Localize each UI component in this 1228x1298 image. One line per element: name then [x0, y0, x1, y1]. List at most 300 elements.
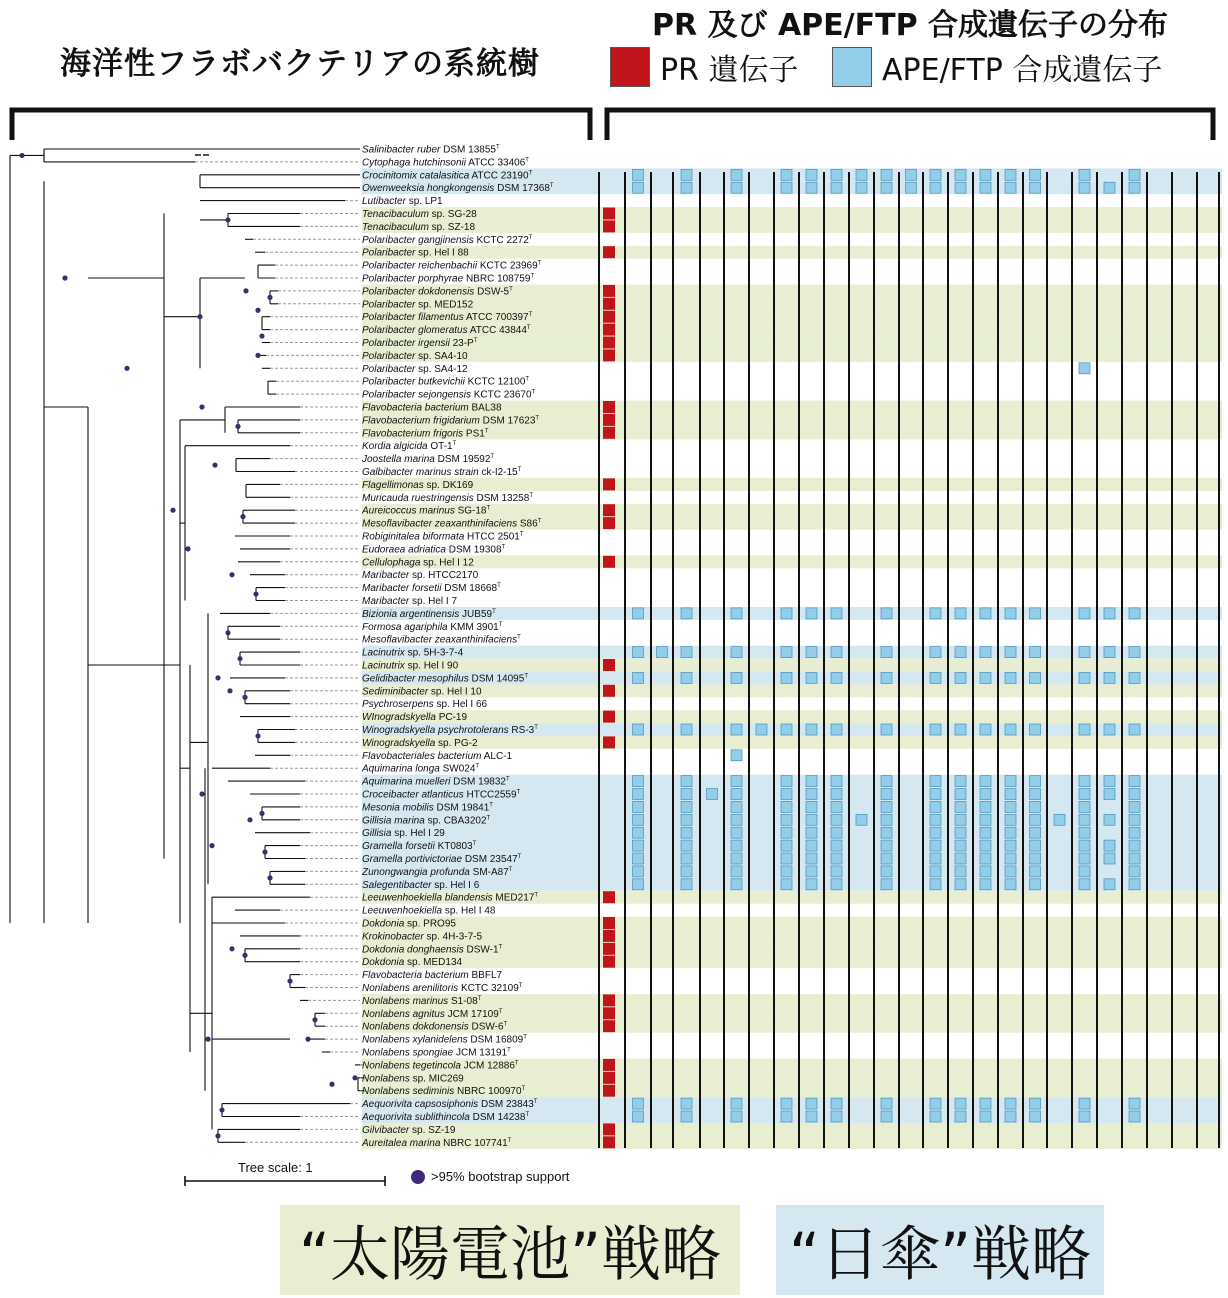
ape-cell — [806, 1111, 817, 1122]
ape-cell — [1030, 672, 1041, 683]
ape-cell — [1054, 814, 1065, 825]
ape-cell — [980, 608, 991, 619]
ape-cell — [1030, 724, 1041, 735]
row-band — [362, 994, 1222, 1007]
bootstrap-node — [352, 1075, 357, 1080]
ape-cell — [731, 724, 742, 735]
ape-cell — [633, 853, 644, 864]
bootstrap-node — [225, 630, 230, 635]
taxon-label: Polaribacter glomeratus ATCC $43844^T$ — [362, 325, 531, 337]
ape-cell — [1129, 789, 1140, 800]
ape-cell — [633, 840, 644, 851]
bootstrap-node — [19, 153, 24, 158]
ape-cell — [1104, 182, 1115, 193]
ape-cell — [633, 182, 644, 193]
ape-cell — [781, 169, 792, 180]
bootstrap-node — [225, 217, 230, 222]
tree-bracket — [12, 110, 590, 140]
ape-cell — [831, 840, 842, 851]
ape-cell — [955, 1111, 966, 1122]
ape-cell — [1129, 879, 1140, 890]
ape-cell — [1129, 866, 1140, 877]
taxon-label: Nonlabens marinus $S1-08^T$ — [362, 995, 482, 1007]
ape-cell — [707, 789, 718, 800]
bootstrap-node — [229, 572, 234, 577]
bootstrap-node — [262, 849, 267, 854]
taxon-label: Nonlabens arenilitoris KCTC $32109^T$ — [362, 983, 523, 994]
ape-cell — [1079, 789, 1090, 800]
pr-cell — [603, 659, 615, 671]
ape-cell — [806, 647, 817, 658]
taxon-label: Aureicoccus marinus $SG-18^T$ — [362, 505, 491, 517]
taxon-label: Lutibacter sp. LP1 — [362, 196, 443, 208]
ape-cell — [1104, 814, 1115, 825]
taxon-label: Salinibacter ruber DSM $13855^T$ — [362, 144, 500, 156]
ape-cell — [731, 866, 742, 877]
ape-cell — [681, 776, 692, 787]
ape-cell — [831, 814, 842, 825]
ape-cell — [781, 840, 792, 851]
ape-cell — [955, 840, 966, 851]
ape-cell — [1104, 879, 1115, 890]
ape-cell — [831, 776, 842, 787]
ape-cell — [955, 814, 966, 825]
pr-cell — [603, 246, 615, 258]
row-band — [362, 336, 1222, 349]
pr-cell — [603, 285, 615, 297]
ape-cell — [881, 827, 892, 838]
ape-cell — [881, 724, 892, 735]
ape-cell — [781, 879, 792, 890]
taxon-label: Bizionia argentinensis $JUB59^T$ — [362, 608, 496, 620]
ape-cell — [955, 169, 966, 180]
ape-cell — [781, 672, 792, 683]
taxon-label: Nonlabens spongiae JCM $13191^T$ — [362, 1047, 511, 1059]
ape-cell — [781, 647, 792, 658]
row-band — [362, 930, 1222, 943]
ape-cell — [781, 608, 792, 619]
ape-cell — [657, 647, 668, 658]
ape-cell — [1030, 814, 1041, 825]
ape-cell — [681, 182, 692, 193]
pr-cell — [603, 324, 615, 336]
pr-cell — [603, 1020, 615, 1032]
ape-cell — [1005, 776, 1016, 787]
ape-cell — [806, 853, 817, 864]
pr-cell — [603, 994, 615, 1006]
pr-cell — [603, 1123, 615, 1135]
ape-cell — [806, 789, 817, 800]
ape-cell — [1030, 801, 1041, 812]
ape-cell — [906, 182, 917, 193]
pr-cell — [603, 1136, 615, 1148]
ape-cell — [1005, 1111, 1016, 1122]
taxon-label: Gramella portivictoriae DSM $23547^T$ — [362, 854, 522, 865]
taxon-label: Nonlabens sediminis NBRC $100970^T$ — [362, 1086, 526, 1098]
taxon-label: Gramella forsetii $KT0803^T$ — [362, 841, 477, 853]
taxon-label: Crocinitomix catalasitica ATCC $23190^T$ — [362, 170, 533, 182]
pr-cell — [603, 943, 615, 955]
ape-cell — [930, 647, 941, 658]
ape-cell — [980, 827, 991, 838]
taxon-label: Lacinutrix sp. Hel I 90 — [362, 660, 459, 672]
ape-cell — [980, 169, 991, 180]
ape-cell — [681, 789, 692, 800]
ape-cell — [955, 647, 966, 658]
ape-cell — [980, 801, 991, 812]
ape-cell — [881, 879, 892, 890]
bootstrap-node — [237, 656, 242, 661]
bootstrap-node — [229, 946, 234, 951]
taxon-label: Kordia algicida $OT-1^T$ — [362, 441, 457, 453]
ape-cell — [1079, 363, 1090, 374]
taxon-label: Winogradskyella sp. PG-2 — [362, 737, 478, 749]
bootstrap-node — [227, 688, 232, 693]
bootstrap-node — [215, 675, 220, 680]
ape-cell — [881, 789, 892, 800]
tree-title: 海洋性フラボバクテリアの系統樹 — [60, 46, 540, 82]
ape-cell — [930, 776, 941, 787]
taxon-label: Robiginitalea biformata HTCC $2501^T$ — [362, 531, 524, 543]
taxon-label: Polaribacter butkevichii KCTC $12100^T$ — [362, 376, 530, 388]
taxon-label: Flagellimonas sp. DK169 — [362, 479, 474, 491]
ape-cell — [681, 672, 692, 683]
ape-cell — [681, 814, 692, 825]
ape-cell — [806, 814, 817, 825]
ape-cell — [1079, 608, 1090, 619]
ape-cell — [831, 1111, 842, 1122]
ape-cell — [1129, 1111, 1140, 1122]
ape-cell — [1129, 814, 1140, 825]
taxon-label: Gillisia sp. Hel I 29 — [362, 828, 445, 840]
ape-cell — [1079, 827, 1090, 838]
ape-cell — [930, 827, 941, 838]
bootstrap-node — [267, 875, 272, 880]
ape-cell — [930, 866, 941, 877]
ape-cell — [806, 672, 817, 683]
bootstrap-node — [247, 817, 252, 822]
taxon-label: Polaribacter sp. SA4-10 — [362, 350, 468, 362]
pr-cell — [603, 1085, 615, 1097]
ape-cell — [781, 827, 792, 838]
ape-cell — [1079, 801, 1090, 812]
bootstrap-node — [312, 1017, 317, 1022]
ape-cell — [1104, 724, 1115, 735]
ape-cell — [1030, 1098, 1041, 1109]
ape-cell — [731, 1111, 742, 1122]
bootstrap-node — [242, 695, 247, 700]
ape-cell — [781, 853, 792, 864]
ape-cell — [930, 1098, 941, 1109]
ape-cell — [930, 840, 941, 851]
bootstrap-node — [259, 333, 264, 338]
ape-cell — [955, 789, 966, 800]
bootstrap-node — [219, 1107, 224, 1112]
taxon-label: Polaribacter porphyrae NBRC $108759^T$ — [362, 273, 535, 285]
ape-cell — [731, 169, 742, 180]
ape-cell — [633, 879, 644, 890]
ape-cell — [681, 866, 692, 877]
ape-cell — [881, 814, 892, 825]
ape-cell — [731, 776, 742, 787]
pr-cell — [603, 414, 615, 426]
ape-cell — [980, 1098, 991, 1109]
ape-cell — [831, 879, 842, 890]
ape-cell — [781, 1111, 792, 1122]
taxon-label: Zunongwangia profunda $SM-A87^T$ — [362, 866, 513, 878]
ape-cell — [1030, 853, 1041, 864]
bootstrap-node — [242, 953, 247, 958]
ape-cell — [980, 647, 991, 658]
ape-cell — [1079, 776, 1090, 787]
ape-cell — [881, 776, 892, 787]
taxon-label: Polaribacter gangjinensis KCTC $2272^T$ — [362, 234, 533, 246]
pr-cell — [603, 427, 615, 439]
ape-cell — [1129, 169, 1140, 180]
ape-cell — [955, 776, 966, 787]
bootstrap-node — [253, 591, 258, 596]
ape-cell — [831, 182, 842, 193]
taxon-label: Mesonia mobilis DSM $19841^T$ — [362, 802, 493, 814]
ape-cell — [856, 814, 867, 825]
ape-cell — [1079, 182, 1090, 193]
ape-cell — [955, 608, 966, 619]
taxon-label: Gelidibacter mesophilus DSM $14095^T$ — [362, 673, 528, 685]
ape-cell — [781, 776, 792, 787]
pr-cell — [603, 208, 615, 220]
ape-cell — [881, 853, 892, 864]
strategy-solar: “太陽電池”戦略 — [280, 1205, 740, 1295]
ape-cell — [1030, 789, 1041, 800]
ape-cell — [633, 169, 644, 180]
taxon-label: WInogradskyella PC-19 — [362, 712, 468, 724]
taxon-label: Leeuwenhoekiella sp. Hel I 48 — [362, 905, 496, 917]
taxon-label: Krokinobacter sp. 4H-3-7-5 — [362, 931, 483, 943]
ape-cell — [806, 866, 817, 877]
ape-cell — [681, 608, 692, 619]
ape-cell — [681, 827, 692, 838]
ape-cell — [1079, 169, 1090, 180]
ape-cell — [731, 182, 742, 193]
ape-cell — [930, 672, 941, 683]
ape-cell — [831, 608, 842, 619]
row-band — [362, 684, 1222, 697]
taxon-label: Nonlabens tegetincola JCM $12886^T$ — [362, 1060, 519, 1072]
pr-cell — [603, 220, 615, 232]
ape-cell — [1030, 1111, 1041, 1122]
ape-cell — [806, 724, 817, 735]
taxon-label: Polaribacter sp. Hel I 88 — [362, 247, 469, 259]
taxon-label: Joostella marina DSM $19592^T$ — [362, 454, 495, 466]
ape-cell — [980, 789, 991, 800]
taxon-label: Croceibacter atlanticus $HTCC2559^T$ — [362, 789, 521, 801]
row-band — [362, 710, 1222, 723]
ape-cell — [881, 840, 892, 851]
taxon-label: Mesoflavibacter zeaxanthinifaciens$^T$ — [362, 634, 521, 646]
ape-cell — [955, 801, 966, 812]
ape-cell — [955, 853, 966, 864]
ape-cell — [806, 827, 817, 838]
taxon-label: Formosa agariphila KMM $3901^T$ — [362, 621, 503, 633]
ape-cell — [731, 608, 742, 619]
taxon-label: Nonlabens xylanidelens DSM $16809^T$ — [362, 1034, 527, 1046]
ape-cell — [633, 647, 644, 658]
scale-bar — [185, 1176, 385, 1186]
bootstrap-node — [205, 1037, 210, 1042]
row-band — [362, 207, 1222, 220]
ape-cell — [806, 182, 817, 193]
ape-cell — [955, 724, 966, 735]
bootstrap-node — [209, 843, 214, 848]
ape-cell — [1005, 801, 1016, 812]
ape-cell — [1129, 672, 1140, 683]
row-band — [362, 555, 1222, 568]
taxon-label: Mesoflavibacter zeaxanthinifaciens $S86^T$ — [362, 518, 542, 530]
ape-cell — [881, 1098, 892, 1109]
ape-cell — [955, 182, 966, 193]
ape-cell — [955, 827, 966, 838]
ape-cell — [881, 801, 892, 812]
ape-cell — [1005, 182, 1016, 193]
taxon-label: Flavobacteria bacterium BBFL7 — [362, 970, 503, 982]
pr-cell — [603, 891, 615, 903]
ape-cell — [806, 169, 817, 180]
pr-cell — [603, 517, 615, 529]
bootstrap-node — [255, 353, 260, 358]
bootstrap-node — [170, 508, 175, 513]
ape-cell — [633, 827, 644, 838]
ape-cell — [781, 789, 792, 800]
ape-cell — [1030, 879, 1041, 890]
bootstrap-node — [215, 1133, 220, 1138]
ape-cell — [1030, 840, 1041, 851]
pr-cell — [603, 711, 615, 723]
ape-cell — [831, 827, 842, 838]
taxon-label: Flavobacterium frigidarium DSM $17623^T$ — [362, 415, 540, 427]
ape-cell — [881, 866, 892, 877]
ape-cell — [1079, 814, 1090, 825]
taxon-label: Galbibacter marinus strain $ck-I2-15^T$ — [362, 467, 522, 478]
ape-cell — [955, 672, 966, 683]
bootstrap-node — [267, 295, 272, 300]
ape-cell — [1005, 789, 1016, 800]
ape-cell — [1104, 647, 1115, 658]
bootstrap-node — [305, 1037, 310, 1042]
bootstrap-node — [199, 791, 204, 796]
taxon-label: Tenacibaculum sp. SG-28 — [362, 209, 477, 220]
ape-cell — [881, 1111, 892, 1122]
ape-cell — [731, 672, 742, 683]
row-band — [362, 246, 1222, 259]
ape-cell — [781, 801, 792, 812]
taxon-label: Aquimarina longa $SW024^T$ — [362, 763, 480, 775]
ape-cell — [1005, 1098, 1016, 1109]
taxon-label: Aquimarina muelleri DSM $19832^T$ — [362, 776, 510, 788]
ape-cell — [1005, 814, 1016, 825]
ape-cell — [1005, 724, 1016, 735]
ape-cell — [681, 840, 692, 851]
bootstrap-node — [287, 978, 292, 983]
pr-cell — [603, 349, 615, 361]
ape-cell — [955, 1098, 966, 1109]
ape-cell — [1005, 879, 1016, 890]
ape-cell — [1030, 608, 1041, 619]
taxon-label: Polaribacter dokdonensis DSW-$5^T$ — [362, 286, 513, 298]
taxon-label: Nonlabens sp. MIC269 — [362, 1073, 464, 1085]
ape-cell — [1079, 853, 1090, 864]
ape-cell — [681, 724, 692, 735]
ape-cell — [831, 169, 842, 180]
ape-cell — [1129, 853, 1140, 864]
taxon-label: Maribacter forsetii DSM $18668^T$ — [362, 583, 501, 595]
ape-cell — [930, 801, 941, 812]
row-band — [362, 659, 1222, 672]
ape-cell — [1079, 724, 1090, 735]
ape-cell — [980, 814, 991, 825]
ape-cell — [1079, 879, 1090, 890]
ape-cell — [980, 672, 991, 683]
bootstrap-node — [124, 366, 129, 371]
row-band — [362, 504, 1222, 517]
ape-cell — [633, 672, 644, 683]
ape-cell — [633, 724, 644, 735]
ape-cell — [806, 1098, 817, 1109]
ape-cell — [881, 182, 892, 193]
taxon-label: Gilvibacter sp. SZ-19 — [362, 1124, 456, 1136]
taxon-label: Nonlabens agnitus JCM $17109^T$ — [362, 1008, 503, 1020]
distribution-title: PR 及び APE/FTP 合成遺伝子の分布 — [651, 8, 1169, 43]
row-band — [362, 955, 1222, 968]
ape-cell — [1129, 776, 1140, 787]
taxon-label: Owenweeksia hongkongensis DSM $17368^T$ — [362, 183, 554, 195]
ape-cell — [930, 814, 941, 825]
ape-cell — [731, 1098, 742, 1109]
taxon-label: Winogradskyella psychrotolerans $RS-3^T$ — [362, 725, 538, 736]
ape-cell — [831, 1098, 842, 1109]
bootstrap-legend-dot — [411, 1170, 425, 1184]
ape-cell — [856, 169, 867, 180]
pr-cell — [603, 311, 615, 323]
ape-cell — [731, 853, 742, 864]
row-band — [362, 349, 1222, 362]
ape-cell — [681, 879, 692, 890]
ape-cell — [681, 169, 692, 180]
ape-cell — [881, 672, 892, 683]
ape-cell — [980, 866, 991, 877]
ape-cell — [1030, 866, 1041, 877]
ape-cell — [731, 814, 742, 825]
taxon-label: Polaribacter irgensii $23-P^T$ — [362, 338, 478, 349]
pr-cell — [603, 1007, 615, 1019]
row-band — [362, 297, 1222, 310]
ape-cell — [955, 866, 966, 877]
pr-cell — [603, 504, 615, 516]
ape-cell — [633, 789, 644, 800]
ape-cell — [1129, 1098, 1140, 1109]
ape-cell — [1005, 827, 1016, 838]
taxon-label: Polaribacter filamentus ATCC $700397^T$ — [362, 312, 533, 324]
ape-cell — [806, 776, 817, 787]
ape-cell — [930, 169, 941, 180]
ape-cell — [756, 724, 767, 735]
ape-cell — [633, 866, 644, 877]
ape-cell — [1104, 608, 1115, 619]
ape-cell — [633, 801, 644, 812]
bootstrap-node — [235, 424, 240, 429]
row-band — [362, 220, 1222, 233]
taxon-label: Dokdonia sp. MED134 — [362, 957, 463, 969]
ape-cell — [633, 1098, 644, 1109]
